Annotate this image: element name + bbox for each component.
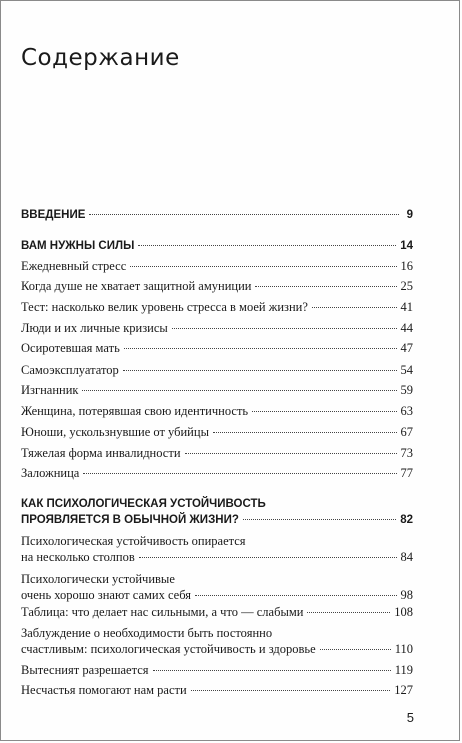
- toc-line: [21, 320, 413, 336]
- toc-section: [21, 207, 413, 223]
- dot-leader: [243, 519, 396, 520]
- toc-page-number: 84: [400, 550, 413, 564]
- toc-page-number: 98: [400, 588, 413, 602]
- toc-entry-title: счастливым: психологическая устойчивость и здоровье: [21, 642, 316, 656]
- toc-page-number: 54: [400, 363, 413, 377]
- toc-page-number: 63: [400, 404, 413, 418]
- toc-page-number: 9: [406, 209, 413, 221]
- toc-section: [21, 496, 413, 528]
- toc-entry: [21, 362, 413, 378]
- toc-entry-title: Ежедневный стресс: [21, 259, 127, 273]
- toc-entry: [21, 625, 413, 657]
- toc-line: [21, 382, 413, 398]
- dot-leader: [255, 286, 396, 287]
- dot-leader: [138, 245, 396, 246]
- toc-entry: [21, 445, 413, 461]
- dot-leader: [123, 370, 397, 371]
- toc-line: [21, 604, 413, 620]
- toc-page-number: 108: [394, 605, 413, 619]
- toc-page-number: 16: [400, 259, 413, 273]
- toc-entry: [21, 258, 413, 274]
- dot-leader: [82, 390, 396, 391]
- toc-entry-title: Заблуждение о необходимости быть постоянно: [21, 626, 273, 640]
- toc-entry: [21, 340, 413, 356]
- toc-entry: [21, 320, 413, 336]
- toc-page-number: 73: [400, 446, 413, 460]
- toc-entry-title: Когда душе не хватает защитной амуниции: [21, 279, 252, 293]
- toc-entry: [21, 465, 413, 481]
- toc-entry: [21, 299, 413, 315]
- dot-leader: [195, 595, 396, 596]
- toc-entry-title: КАК ПСИХОЛОГИЧЕСКАЯ УСТОЙЧИВОСТЬ: [21, 498, 266, 510]
- toc-entry-title: Несчастья помогают нам расти: [21, 683, 187, 697]
- dot-leader: [252, 411, 396, 412]
- toc-entry-title: ВВЕДЕНИЕ: [21, 209, 86, 221]
- toc-page-number: 127: [394, 683, 413, 697]
- dot-leader: [130, 266, 396, 267]
- dot-leader: [153, 670, 391, 671]
- dot-leader: [124, 348, 397, 349]
- toc-page-number: 14: [400, 240, 413, 252]
- dot-leader: [185, 453, 397, 454]
- toc-section: [21, 238, 413, 254]
- toc-line: [21, 238, 413, 254]
- dot-leader: [191, 690, 391, 691]
- toc-entry-title: Изгнанник: [21, 383, 79, 397]
- dot-leader: [83, 473, 396, 474]
- toc-page-number: 77: [400, 466, 413, 480]
- toc-line: [21, 403, 413, 419]
- toc-line: [21, 424, 413, 440]
- toc-line: [21, 278, 413, 294]
- toc-entry-title: очень хорошо знают самих себя: [21, 588, 192, 602]
- dot-leader: [307, 612, 390, 613]
- toc-entry: [21, 571, 413, 603]
- toc-page-number: 44: [400, 321, 413, 335]
- toc-entry: [21, 278, 413, 294]
- toc-entry-title: Тяжелая форма инвалидности: [21, 446, 181, 460]
- toc-page-number: 67: [400, 425, 413, 439]
- toc-page-number: 41: [400, 300, 413, 314]
- toc-line: [21, 512, 413, 528]
- toc-line: [21, 362, 413, 378]
- toc-entry-title: Осиротевшая мать: [21, 341, 120, 355]
- toc-entry-title: ПРОЯВЛЯЕТСЯ В ОБЫЧНОЙ ЖИЗНИ?: [21, 514, 239, 526]
- toc-line: [21, 682, 413, 698]
- toc-line: [21, 207, 413, 223]
- page-number: 5: [406, 710, 414, 725]
- toc-entry-title: Вытесният разрешается: [21, 663, 149, 677]
- toc-entry-title: Люди и их личные кризисы: [21, 321, 168, 335]
- toc-entry-title: на несколько столпов: [21, 550, 135, 564]
- toc-page-number: 82: [400, 514, 413, 526]
- dot-leader: [213, 432, 397, 433]
- toc-entry: [21, 662, 413, 678]
- toc-page-number: 59: [400, 383, 413, 397]
- toc-entry: [21, 424, 413, 440]
- toc-line: [21, 662, 413, 678]
- toc-entry: [21, 382, 413, 398]
- dot-leader: [312, 307, 397, 308]
- toc-line: [21, 549, 413, 565]
- dot-leader: [89, 214, 399, 215]
- toc-line: [21, 571, 413, 587]
- toc-line: [21, 496, 413, 512]
- toc-page-number: 110: [394, 642, 413, 656]
- page-title: Содержание: [21, 45, 180, 71]
- toc-entry-title: Юноши, ускользнувшие от убийцы: [21, 425, 209, 439]
- toc-page-number: 47: [400, 341, 413, 355]
- toc-entry-title: Заложница: [21, 466, 80, 480]
- toc-line: [21, 641, 413, 657]
- toc-entry: [21, 403, 413, 419]
- toc-line: [21, 533, 413, 549]
- toc-page-number: 119: [394, 663, 413, 677]
- toc-entry-title: Тест: насколько велик уровень стресса в моей жизни?: [21, 300, 308, 314]
- toc-line: [21, 445, 413, 461]
- toc-entry-title: Психологическая устойчивость опирается: [21, 534, 246, 548]
- dot-leader: [139, 557, 397, 558]
- dot-leader: [320, 649, 391, 650]
- toc-entry: [21, 533, 413, 565]
- toc-entry: [21, 604, 413, 620]
- toc-line: [21, 587, 413, 603]
- toc-entry-title: Психологически устойчивые: [21, 572, 175, 586]
- dot-leader: [172, 328, 397, 329]
- toc-line: [21, 299, 413, 315]
- toc-line: [21, 340, 413, 356]
- toc-entry-title: ВАМ НУЖНЫ СИЛЫ: [21, 240, 135, 252]
- toc-entry-title: Таблица: что делает нас сильными, а что — слабыми: [21, 605, 304, 619]
- toc-page-number: 25: [400, 279, 413, 293]
- toc-entry-title: Самоэксплуататор: [21, 363, 119, 377]
- toc-line: [21, 625, 413, 641]
- toc-line: [21, 258, 413, 274]
- toc-entry: [21, 682, 413, 698]
- toc-entry-title: Женщина, потерявшая свою идентичность: [21, 404, 249, 418]
- toc-line: [21, 465, 413, 481]
